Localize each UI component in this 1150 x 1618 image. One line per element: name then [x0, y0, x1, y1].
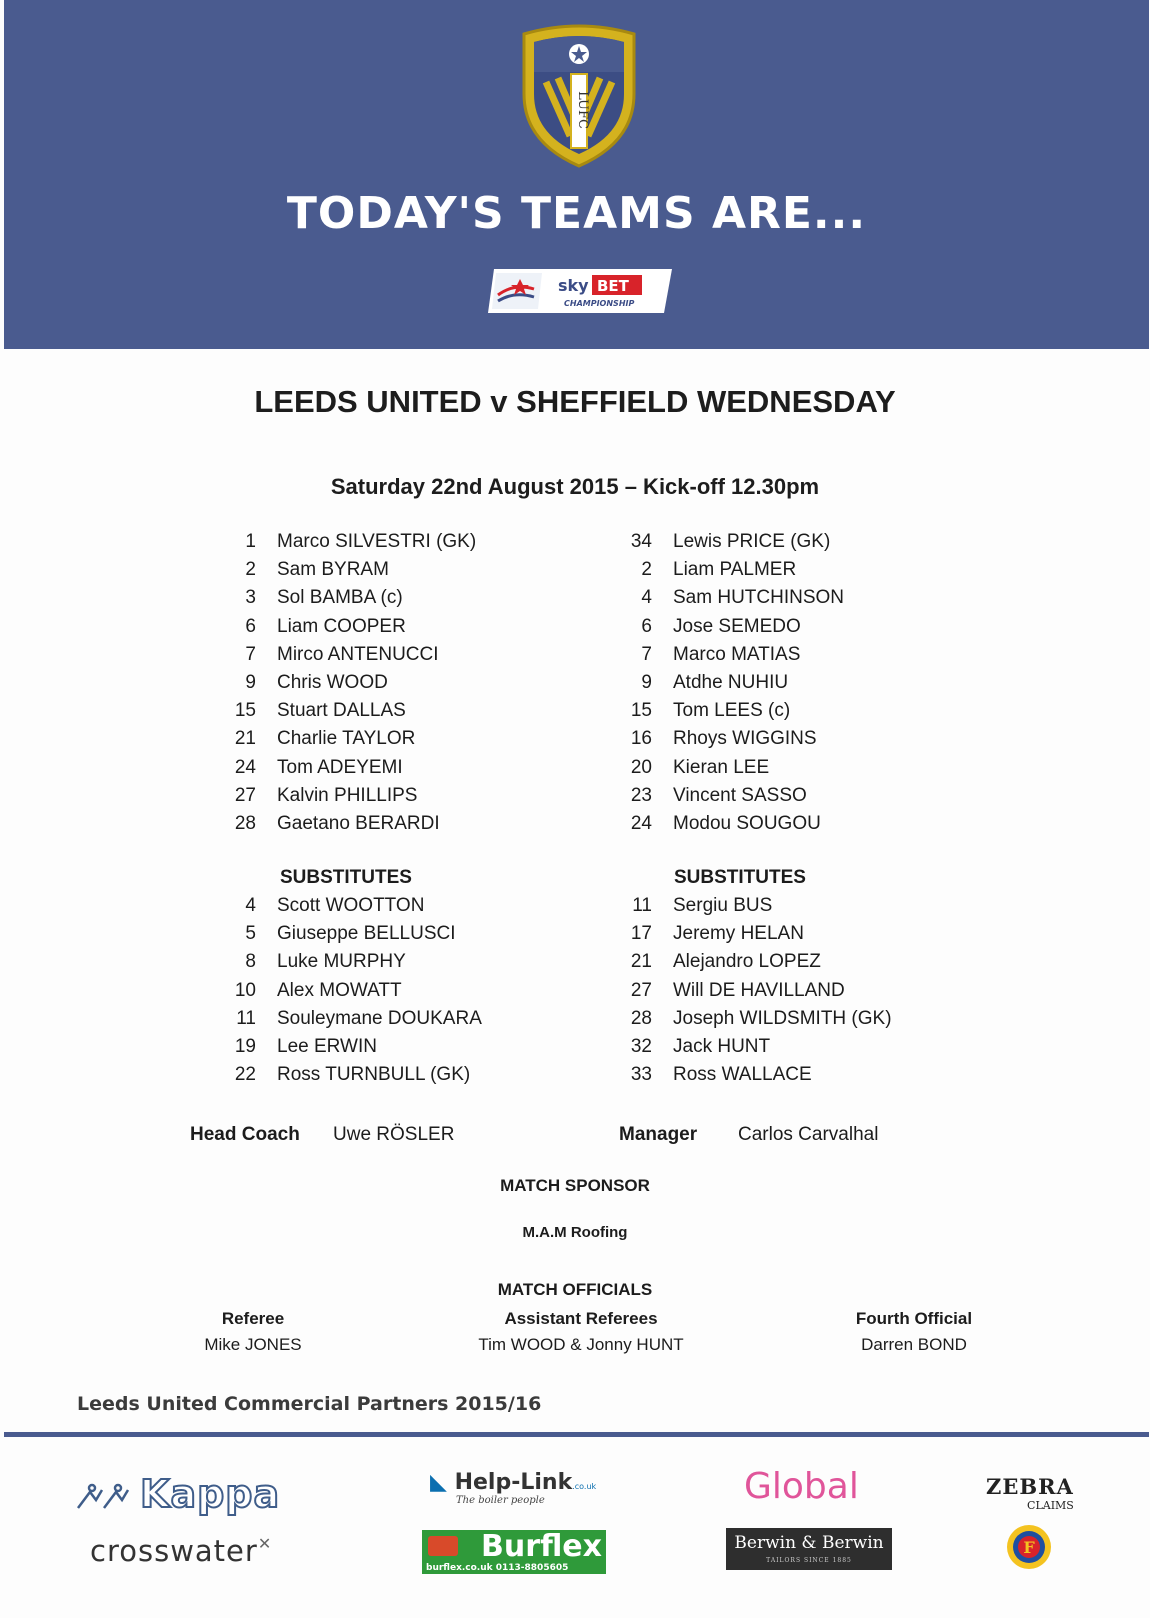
player-row: 34 Lewis PRICE (GK) [630, 531, 831, 552]
crosswater-logo: crosswater✕ [90, 1534, 273, 1568]
player-row: 7 Marco MATIAS [641, 643, 801, 665]
sub-row: 11 Sergiu BUS [632, 895, 773, 917]
player-row: 27 Kalvin PHILLIPS [234, 784, 418, 806]
sub-row: 21 Alejandro LOPEZ [630, 951, 821, 973]
match-title: LEEDS UNITED v SHEFFIELD WEDNESDAY [254, 384, 896, 419]
sub-row: 17 Jeremy HELAN [630, 923, 804, 945]
player-row: 23 Vincent SASSO [630, 784, 807, 806]
sub-row: 33 Ross WALLACE [630, 1064, 812, 1086]
player-row: 9 Atdhe NUHIU [641, 671, 789, 693]
sub-row: 27 Will DE HAVILLAND [630, 979, 845, 1001]
sub-row: 10 Alex MOWATT [234, 979, 402, 1001]
player-row: 24 Modou SOUGOU [630, 812, 821, 834]
match-sponsor-name: M.A.M Roofing [522, 1224, 628, 1241]
player-row: 21 Charlie TAYLOR [234, 728, 416, 750]
referee-label: Referee [221, 1309, 285, 1328]
brick-icon [428, 1536, 458, 1556]
player-row: 9 Chris WOOD [245, 671, 388, 693]
assistants-names: Tim WOOD & Jonny HUNT [478, 1335, 684, 1354]
partners-divider [4, 1432, 1149, 1437]
svg-text:LUFC: LUFC [575, 91, 590, 129]
player-row: 24 Tom ADEYEMI [234, 756, 403, 778]
helplink-logo: ◣ Help-Link.co.uk The boiler people [430, 1470, 597, 1506]
skybet-championship-logo [488, 265, 672, 317]
svg-text:BET: BET [597, 277, 629, 295]
svg-text:CHAMPIONSHIP: CHAMPIONSHIP [564, 299, 635, 308]
player-row: 1 Marco SILVESTRI (GK) [245, 531, 477, 552]
assistants-block [431, 1306, 731, 1358]
player-row: 7 Mirco ANTENUCCI [245, 643, 439, 665]
home-subs-heading: SUBSTITUTES [280, 867, 412, 889]
water-drop-icon: ◣ [430, 1470, 447, 1495]
sub-row: 22 Ross TURNBULL (GK) [234, 1064, 471, 1086]
burflex-logo: Burflex burflex.co.uk 0113-8805605 [422, 1530, 606, 1574]
player-row: 6 Liam COOPER [245, 615, 406, 637]
match-sponsor-heading: MATCH SPONSOR [500, 1176, 650, 1195]
away-manager-label: Manager [619, 1124, 698, 1145]
sub-row: 28 Joseph WILDSMITH (GK) [630, 1007, 892, 1029]
assistants-label: Assistant Referees [504, 1309, 658, 1328]
berwin-and-berwin-logo: Berwin & Berwin TAILORS SINCE 1885 [726, 1528, 892, 1570]
headline: TODAY'S TEAMS ARE... [286, 188, 867, 239]
away-team-list [620, 528, 1000, 1089]
player-row: 28 Gaetano BERARDI [234, 812, 440, 834]
crosswater-x-icon: ✕ [257, 1534, 273, 1553]
match-officials-heading: MATCH OFFICIALS [497, 1280, 653, 1299]
header-band [4, 0, 1149, 349]
sub-row: 5 Giuseppe BELLUSCI [245, 923, 456, 945]
fourth-official-block [764, 1306, 1064, 1358]
away-manager-name: Carlos Carvalhal [738, 1124, 879, 1145]
fosters-badge-icon [1006, 1524, 1052, 1570]
svg-text:F: F [1023, 1538, 1035, 1557]
svg-text:sky: sky [558, 276, 589, 295]
player-row: 2 Sam BYRAM [245, 559, 389, 581]
fourth-official-name: Darren BOND [861, 1335, 967, 1354]
referee-name: Mike JONES [204, 1335, 302, 1354]
player-row: 16 Rhoys WIGGINS [630, 728, 817, 750]
sub-row: 32 Jack HUNT [630, 1036, 771, 1057]
sub-row: 8 Luke MURPHY [245, 951, 406, 973]
zebra-claims-logo: ZEBRA CLAIMS [986, 1474, 1074, 1512]
player-row: 20 Kieran LEE [630, 756, 770, 778]
player-row: 15 Stuart DALLAS [234, 700, 406, 722]
fourth-official-label: Fourth Official [855, 1309, 973, 1328]
global-logo: Global [744, 1466, 859, 1507]
sub-row: 4 Scott WOOTTON [245, 895, 425, 917]
home-coach-label: Head Coach [190, 1124, 300, 1145]
player-row: 6 Jose SEMEDO [641, 615, 801, 637]
lufc-crest-icon [516, 24, 642, 168]
player-row: 3 Sol BAMBA (c) [245, 587, 403, 609]
partners-title: Leeds United Commercial Partners 2015/16 [77, 1393, 542, 1415]
away-subs-heading: SUBSTITUTES [674, 867, 806, 889]
home-team-list [226, 528, 606, 1089]
kappa-logo: Kappa [74, 1472, 280, 1516]
player-row: 2 Liam PALMER [641, 559, 797, 581]
match-date-line: Saturday 22nd August 2015 – Kick-off 12.30pm [330, 474, 820, 499]
player-row: 4 Sam HUTCHINSON [641, 587, 845, 609]
kappa-figures-icon [74, 1482, 134, 1512]
home-coach-name: Uwe RÖSLER [333, 1124, 455, 1145]
sub-row: 11 Souleymane DOUKARA [236, 1007, 482, 1029]
player-row: 15 Tom LEES (c) [630, 700, 791, 722]
sub-row: 19 Lee ERWIN [234, 1036, 377, 1057]
referee-block [103, 1306, 403, 1358]
